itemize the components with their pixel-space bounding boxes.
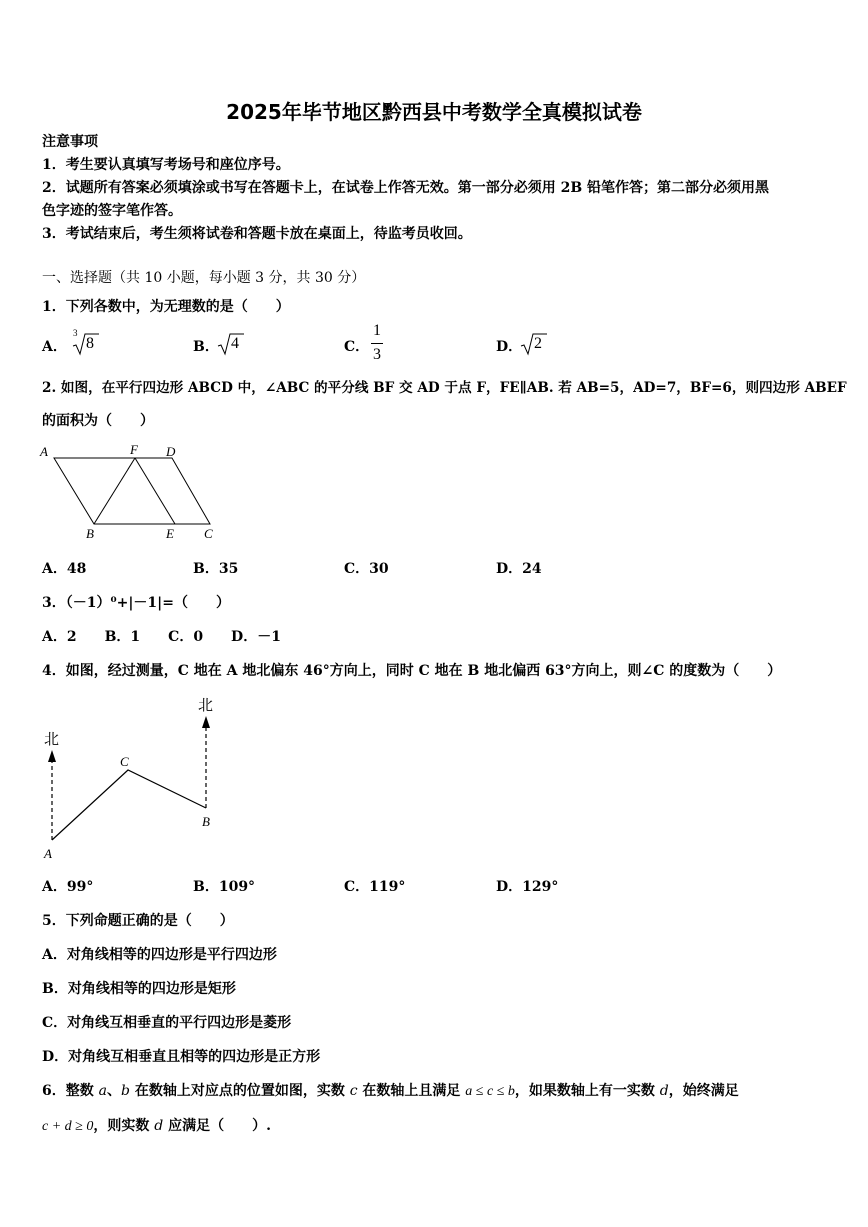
var-c: c bbox=[349, 1083, 358, 1099]
question-4-option-a: A．99° bbox=[42, 879, 94, 895]
var-a: a bbox=[98, 1083, 107, 1099]
question-3-stem: 3．（－1）⁰+|－1|=（ ） bbox=[42, 595, 231, 611]
point-label-a: A bbox=[40, 444, 48, 459]
var-d: d bbox=[659, 1083, 669, 1099]
notice-item: 1．考生要认真填写考场号和座位序号。 bbox=[42, 157, 290, 173]
fraction-numerator: 1 bbox=[373, 322, 381, 339]
fraction-denominator: 3 bbox=[373, 346, 381, 363]
question-6-stem-cont bbox=[42, 1115, 271, 1135]
notice-heading: 注意事项 bbox=[42, 134, 98, 150]
bearing-figure bbox=[38, 692, 238, 864]
point-label-e: E bbox=[166, 526, 174, 541]
question-4-option-c: C．119° bbox=[344, 879, 406, 895]
question-5-option-c: C．对角线互相垂直的平行四边形是菱形 bbox=[42, 1015, 292, 1031]
var-b: b bbox=[120, 1083, 130, 1099]
question-2-option-a: A．48 bbox=[42, 561, 87, 577]
north-label: 北 bbox=[198, 698, 214, 714]
question-4-option-d: D．129° bbox=[496, 879, 559, 895]
stem-text: ，则实数 bbox=[93, 1118, 155, 1134]
stem-text: 在数轴上且满足 bbox=[357, 1083, 466, 1099]
stem-text: ，如果数轴上有一实数 bbox=[514, 1083, 660, 1099]
fraction-bar bbox=[371, 343, 383, 344]
question-2-stem-cont: 的面积为（ ） bbox=[42, 413, 154, 429]
question-5-option-a: A．对角线相等的四边形是平行四边形 bbox=[42, 947, 277, 963]
question-6-stem bbox=[42, 1080, 739, 1100]
parallelogram-figure bbox=[38, 440, 220, 544]
option-label: C． bbox=[344, 339, 370, 355]
question-2-stem: 2. 如图，在平行四边形 ABCD 中，∠ABC 的平分线 BF 交 AD 于点 F，FE∥AB. 若 AB=5，AD=7，BF=6，则四边形 ABEF bbox=[42, 380, 847, 396]
stem-text: 6．整数 bbox=[42, 1083, 99, 1099]
var-d: d bbox=[154, 1118, 164, 1134]
notice-item: 3．考试结束后，考生须将试卷和答题卡放在桌面上，待监考员收回。 bbox=[42, 226, 472, 242]
question-5-option-d: D．对角线互相垂直且相等的四边形是正方形 bbox=[42, 1049, 321, 1065]
question-4-option-b: B．109° bbox=[193, 879, 256, 895]
condition: c + d ≥ 0 bbox=[42, 1119, 94, 1134]
radicand: 4 bbox=[231, 335, 239, 352]
question-2-option-c: C．30 bbox=[344, 561, 389, 577]
notice-item: 色字迹的签字笔作答。 bbox=[42, 203, 182, 219]
stem-text: 应满足（ ）. bbox=[163, 1118, 271, 1134]
page-title: 2025年毕节地区黔西县中考数学全真模拟试卷 bbox=[226, 100, 642, 124]
question-1-option-c bbox=[344, 322, 404, 366]
point-label-b: B bbox=[202, 814, 210, 829]
radicand: 8 bbox=[86, 335, 94, 352]
root-index: 3 bbox=[73, 328, 78, 338]
question-1-stem: 1．下列各数中，为无理数的是（ ） bbox=[42, 299, 290, 315]
stem-text: ，始终满足 bbox=[668, 1083, 739, 1099]
stem-text: 、 bbox=[106, 1083, 121, 1099]
notice-item: 2．试题所有答案必须填涂或书写在答题卡上，在试卷上作答无效。第一部分必须用 2B 铅笔作答；第二部分必须用黑 bbox=[42, 180, 770, 196]
point-label-c: C bbox=[204, 526, 213, 541]
option-label: B． bbox=[193, 339, 219, 355]
point-label-a: A bbox=[44, 846, 52, 861]
question-2-option-b: B．35 bbox=[193, 561, 239, 577]
point-label-c: C bbox=[120, 754, 129, 769]
point-label-f: F bbox=[130, 442, 138, 457]
question-5-option-b: B．对角线相等的四边形是矩形 bbox=[42, 981, 236, 997]
question-2-option-d: D．24 bbox=[496, 561, 542, 577]
point-label-d: D bbox=[166, 444, 176, 459]
point-label-b: B bbox=[86, 526, 94, 541]
inequality: a ≤ c ≤ b bbox=[465, 1084, 515, 1099]
stem-text: 在数轴上对应点的位置如图，实数 bbox=[129, 1083, 350, 1099]
option-label: D． bbox=[496, 339, 523, 355]
question-3-options: A．2 B．1 C．0 D．－1 bbox=[42, 629, 281, 645]
question-5-stem: 5．下列命题正确的是（ ） bbox=[42, 913, 234, 929]
north-label: 北 bbox=[44, 732, 60, 748]
option-label: A． bbox=[42, 339, 67, 355]
section-heading: 一、选择题（共 10 小题，每小题 3 分，共 30 分） bbox=[42, 270, 366, 286]
radicand: 2 bbox=[534, 335, 542, 352]
question-4-stem: 4．如图，经过测量，C 地在 A 地北偏东 46°方向上，同时 C 地在 B 地北偏西 63°方向上，则∠C 的度数为（ ） bbox=[42, 663, 782, 679]
